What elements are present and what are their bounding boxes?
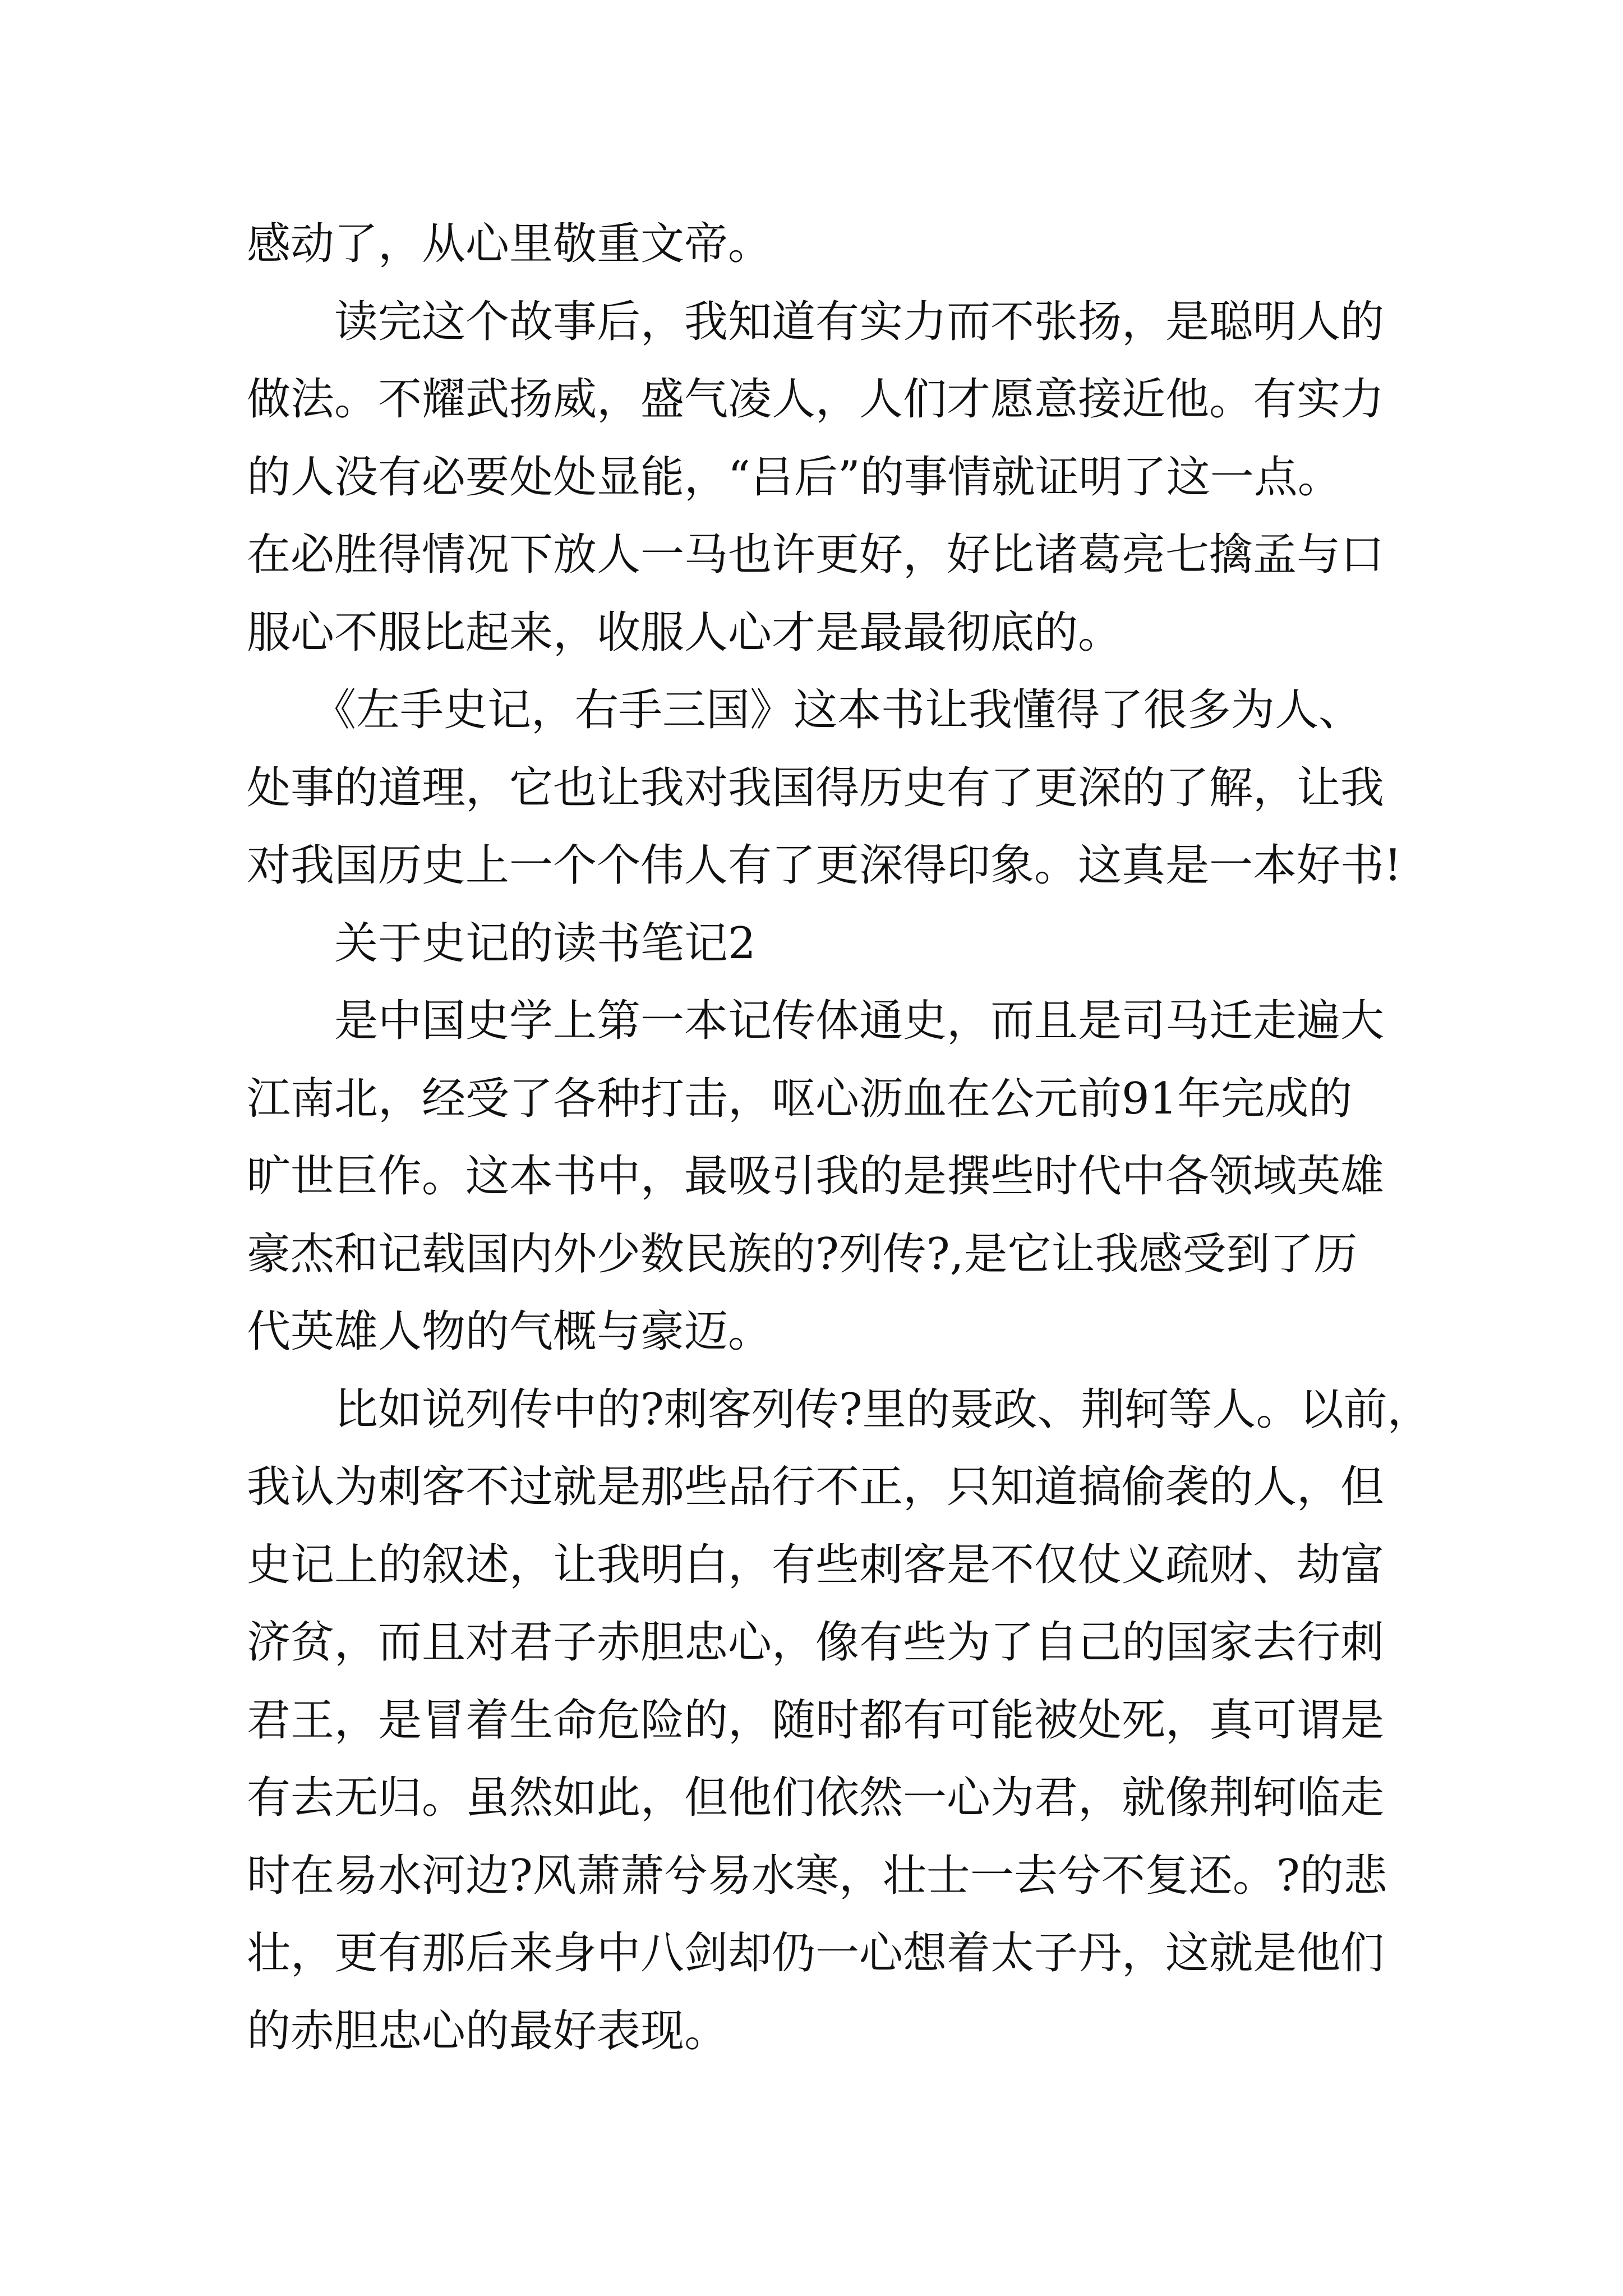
paragraph-line: 在必胜得情况下放人一马也许更好，好比诸葛亮七擒孟与口 — [247, 530, 1385, 580]
paragraph-line: 济贫，而且对君子赤胆忠心，像有些为了自己的国家去行刺 — [247, 1617, 1385, 1668]
paragraph-line: 的人没有必要处处显能，“吕后”的事情就证明了这一点。 — [247, 452, 1341, 503]
paragraph-line: 君王，是冒着生命危险的，随时都有可能被处死，真可谓是 — [247, 1695, 1385, 1746]
paragraph-line: 处事的道理，它也让我对我国得历史有了更深的了解，让我 — [247, 762, 1385, 813]
paragraph-line: 是中国史学上第一本记传体通史，而且是司马迁走遍大 — [247, 996, 1385, 1046]
document-body — [247, 205, 1431, 2070]
paragraph-line: 服心不服比起来，收服人心才是最最彻底的。 — [247, 607, 1122, 658]
paragraph-line: 豪杰和记载国内外少数民族的?列传?,是它让我感受到了历 — [247, 1228, 1358, 1280]
paragraph-line: 江南北，经受了各种打击，呕心沥血在公元前91年完成的 — [247, 1073, 1353, 1124]
paragraph-line: 旷世巨作。这本书中，最吸引我的是撰些时代中各领域英雄 — [247, 1151, 1385, 1202]
paragraph-line: 比如说列传中的?刺客列传?里的聂政、荆轲等人。以前， — [247, 1384, 1431, 1435]
paragraph-line: 壮，更有那后来身中八剑却仍一心想着太子丹，这就是他们 — [247, 1928, 1385, 1978]
paragraph-line: 有去无归。虽然如此，但他们依然一心为君，就像荆轲临走 — [247, 1773, 1385, 1823]
paragraph-line: 感动了，从心里敬重文帝。 — [247, 219, 772, 269]
paragraph-line: 史记上的叙述，让我明白，有些刺客是不仅仗义疏财、劫富 — [247, 1539, 1385, 1590]
paragraph-line: 对我国历史上一个个伟人有了更深得印象。这真是一本好书! — [247, 840, 1402, 891]
section-heading: 关于史记的读书笔记2 — [247, 918, 756, 969]
paragraph-line: 《左手史记，右手三国》这本书让我懂得了很多为人、 — [247, 685, 1363, 735]
paragraph-line: 做法。不耀武扬威，盛气凌人，人们才愿意接近他。有实力 — [247, 374, 1385, 425]
paragraph-line: 读完这个故事后，我知道有实力而不张扬，是聪明人的 — [247, 296, 1385, 347]
paragraph-line: 代英雄人物的气概与豪迈。 — [247, 1306, 772, 1357]
paragraph-line: 时在易水河边?风萧萧兮易水寒，壮士一去兮不复还。?的悲 — [247, 1850, 1387, 1901]
paragraph-line: 我认为刺客不过就是那些品行不正，只知道搞偷袭的人，但 — [247, 1462, 1385, 1512]
paragraph-line: 的赤胆忠心的最好表现。 — [247, 2005, 728, 2056]
